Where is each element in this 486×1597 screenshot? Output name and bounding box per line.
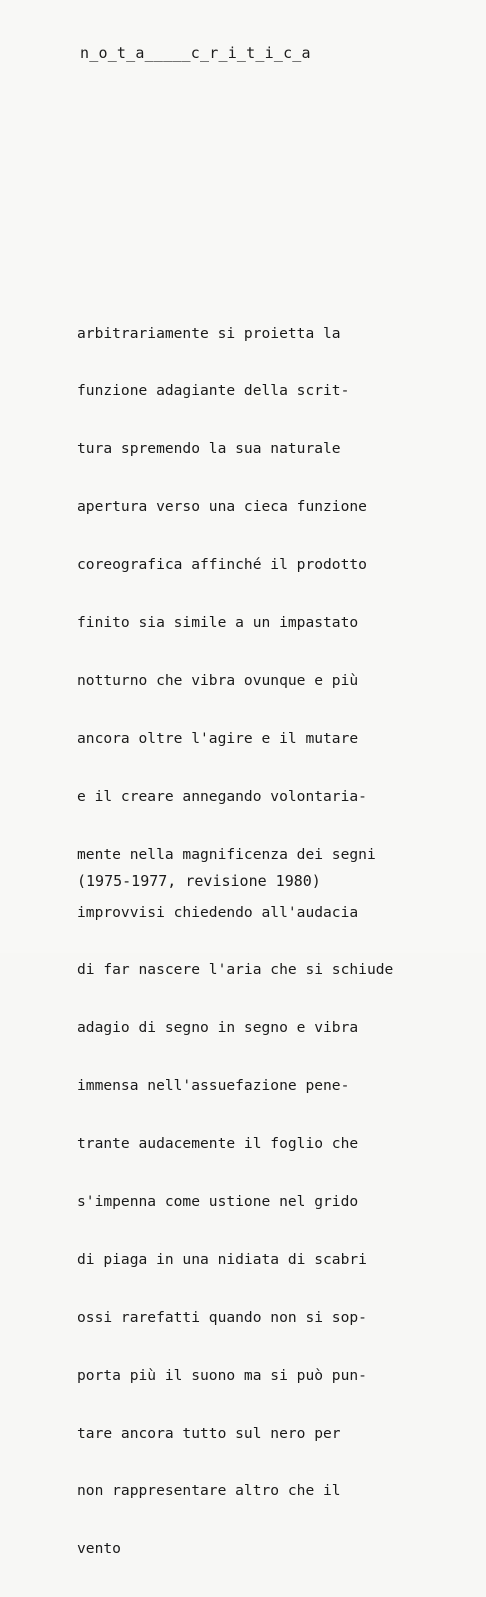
text-line: e il creare annegando volontaria- [77, 787, 367, 805]
date-note: (1975-1977, revisione 1980) [77, 872, 321, 890]
critical-note-text [77, 285, 393, 1597]
text-line: tura spremendo la sua naturale [77, 440, 341, 458]
text-line: immensa nell'assuefazione pene- [77, 1077, 350, 1095]
text-line: arbitrariamente si proietta la [77, 324, 341, 342]
text-line: adagio di segno in segno e vibra [77, 1019, 359, 1037]
text-line: improvvisi chiedendo all'audacia [77, 903, 359, 921]
text-line: notturno che vibra ovunque e più [77, 671, 359, 689]
section-heading: n_o_t_a_____c_r_i_t_i_c_a [80, 44, 311, 62]
text-line: trante audacemente il foglio che [77, 1135, 359, 1153]
text-line: coreografica affinché il prodotto [77, 556, 367, 574]
text-line: s'impenna come ustione nel grido [77, 1192, 359, 1210]
text-line: ossi rarefatti quando non si sop- [77, 1308, 367, 1326]
text-line: non rappresentare altro che il [77, 1482, 341, 1500]
text-line: apertura verso una cieca funzione [77, 498, 367, 516]
text-line: mente nella magnificenza dei segni [77, 845, 376, 863]
text-line: ancora oltre l'agire e il mutare [77, 729, 359, 747]
text-line: finito sia simile a un impastato [77, 614, 359, 632]
text-line: di far nascere l'aria che si schiude [77, 961, 394, 979]
text-line: tare ancora tutto sul nero per [77, 1424, 341, 1442]
text-line: vento [77, 1540, 121, 1558]
text-line: di piaga in una nidiata di scabri [77, 1250, 367, 1268]
text-line: porta più il suono ma si può pun- [77, 1366, 367, 1384]
text-line: funzione adagiante della scrit- [77, 382, 350, 400]
